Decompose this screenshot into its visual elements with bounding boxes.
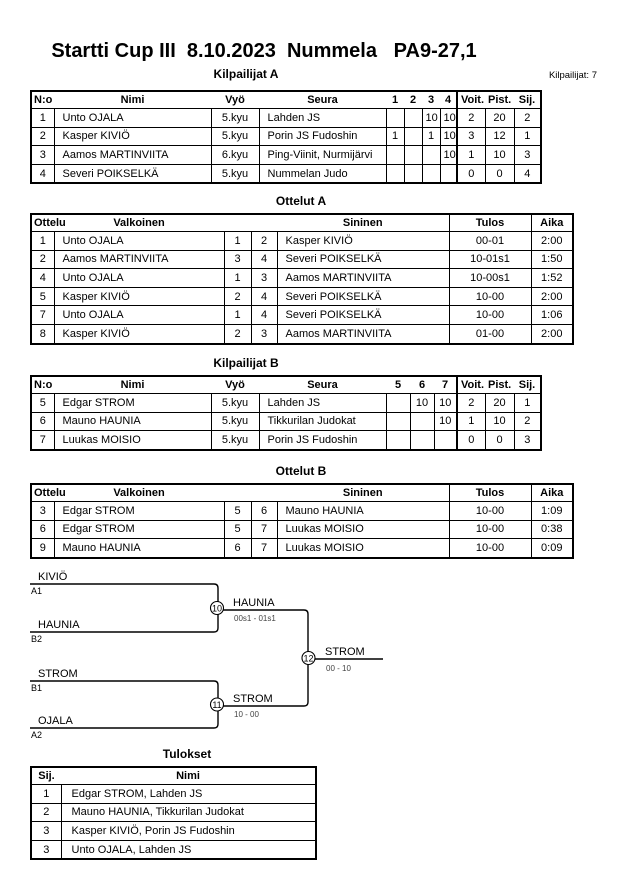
- cell-blue-name: Aamos MARTINVIITA: [277, 324, 449, 343]
- cell-points: 0: [485, 431, 514, 450]
- cell-match-number: 4: [31, 269, 54, 288]
- cell-number: 1: [31, 109, 54, 128]
- matches-a-table: [30, 213, 574, 345]
- table-header-row: [31, 767, 316, 785]
- cell-blue-name: Severi POIKSELKÄ: [277, 250, 449, 269]
- cell-round-score: 10: [434, 394, 457, 413]
- header-blue-no: [251, 484, 277, 502]
- cell-blue-number: 6: [251, 502, 277, 521]
- cell-blue-name: Severi POIKSELKÄ: [277, 306, 449, 325]
- cell-blue-number: 3: [251, 324, 277, 343]
- cell-round-score: [422, 164, 440, 183]
- cell-points: 0: [485, 164, 514, 183]
- cell-name: Mauno HAUNIA: [54, 412, 211, 431]
- header-name: Nimi: [54, 376, 211, 394]
- cell-white-name: Unto OJALA: [54, 269, 224, 288]
- cell-belt: 6.kyu: [211, 146, 259, 165]
- cell-white-number: 5: [224, 502, 251, 521]
- cell-round-score: 10: [440, 109, 457, 128]
- cell-white-name: Mauno HAUNIA: [54, 539, 224, 558]
- cell-blue-number: 3: [251, 269, 277, 288]
- cell-blue-number: 4: [251, 250, 277, 269]
- cell-white-name: Aamos MARTINVIITA: [54, 250, 224, 269]
- cell-belt: 5.kyu: [211, 109, 259, 128]
- cell-place: 2: [514, 109, 541, 128]
- header-points: Pist.: [485, 376, 514, 394]
- matches-b-table: [30, 483, 574, 559]
- table-header-row: [31, 91, 541, 109]
- cell-round-score: [434, 431, 457, 450]
- table-row: [31, 822, 316, 841]
- cell-result: 10-00: [449, 502, 531, 521]
- cell-place: 4: [514, 164, 541, 183]
- cell-club: Tikkurilan Judokat: [259, 412, 386, 431]
- cell-round-score: 1: [422, 127, 440, 146]
- bracket-entry-name: HAUNIA: [38, 619, 80, 631]
- cell-points: 10: [485, 146, 514, 165]
- cell-name: Aamos MARTINVIITA: [54, 146, 211, 165]
- bracket-match-score: 00 - 10: [326, 664, 351, 673]
- cell-round-score: 1: [386, 127, 404, 146]
- cell-points: 20: [485, 109, 514, 128]
- bracket-winner-name: STROM: [325, 646, 365, 658]
- cell-belt: 5.kyu: [211, 127, 259, 146]
- pool-a-table: [30, 90, 542, 184]
- header-no: N:o: [31, 376, 54, 394]
- cell-white-name: Unto OJALA: [54, 232, 224, 251]
- bracket-match-number: 11: [212, 700, 222, 710]
- cell-wins: 2: [457, 394, 485, 413]
- header-place: Sij.: [31, 767, 61, 785]
- header-round: 5: [386, 376, 410, 394]
- cell-time: 0:38: [531, 520, 573, 539]
- cell-number: 3: [31, 146, 54, 165]
- cell-match-number: 2: [31, 250, 54, 269]
- header-white-no: [224, 214, 251, 232]
- cell-match-number: 5: [31, 287, 54, 306]
- cell-round-score: 10: [440, 146, 457, 165]
- table-row: [31, 803, 316, 822]
- cell-number: 2: [31, 127, 54, 146]
- cell-match-number: 1: [31, 232, 54, 251]
- cell-result: 10-00: [449, 306, 531, 325]
- cell-club: Lahden JS: [259, 109, 386, 128]
- cell-round-score: [422, 146, 440, 165]
- cell-match-number: 6: [31, 520, 54, 539]
- cell-white-name: Edgar STROM: [54, 520, 224, 539]
- cell-blue-number: 4: [251, 306, 277, 325]
- cell-round-score: [386, 412, 410, 431]
- cell-match-number: 9: [31, 539, 54, 558]
- cell-result: 10-00: [449, 539, 531, 558]
- matches-a-title: Ottelut A: [275, 194, 327, 208]
- table-row: [31, 324, 573, 343]
- table-header-row: [31, 376, 541, 394]
- table-header-row: [31, 214, 573, 232]
- cell-white-number: 1: [224, 269, 251, 288]
- bracket-match-number: 10: [211, 603, 223, 614]
- cell-name: Mauno HAUNIA, Tikkurilan Judokat: [61, 803, 316, 822]
- bracket-line-final: [217, 610, 308, 706]
- cell-result: 10-01s1: [449, 250, 531, 269]
- pool-b-table: [30, 375, 542, 451]
- cell-place: 2: [514, 412, 541, 431]
- cell-blue-number: 7: [251, 539, 277, 558]
- cell-white-name: Kasper KIVIÖ: [54, 324, 224, 343]
- table-header-row: [31, 484, 573, 502]
- table-row: [31, 127, 541, 146]
- cell-time: 2:00: [531, 287, 573, 306]
- matches-b-title: Ottelut B: [275, 464, 327, 478]
- table-row: [31, 232, 573, 251]
- header-round: 2: [404, 91, 422, 109]
- cell-blue-name: Luukas MOISIO: [277, 539, 449, 558]
- cell-round-score: 10: [422, 109, 440, 128]
- cell-number: 6: [31, 412, 54, 431]
- cell-name: Luukas MOISIO: [54, 431, 211, 450]
- bracket-match-score: 10 - 00: [234, 710, 259, 719]
- cell-points: 10: [485, 412, 514, 431]
- cell-time: 1:50: [531, 250, 573, 269]
- header-place: Sij.: [514, 376, 541, 394]
- cell-name: Unto OJALA: [54, 109, 211, 128]
- header-wins: Voit.: [457, 91, 485, 109]
- table-row: [31, 306, 573, 325]
- table-row: [31, 146, 541, 165]
- header-round: 3: [422, 91, 440, 109]
- cell-place: 3: [514, 431, 541, 450]
- table-row: [31, 840, 316, 859]
- cell-time: 2:00: [531, 232, 573, 251]
- header-name: Nimi: [54, 91, 211, 109]
- table-row: [31, 394, 541, 413]
- cell-name: Kasper KIVIÖ, Porin JS Fudoshin: [61, 822, 316, 841]
- cell-white-number: 1: [224, 232, 251, 251]
- header-name: Nimi: [61, 767, 316, 785]
- cell-round-score: [386, 431, 410, 450]
- header-white-no: [224, 484, 251, 502]
- header-place: Sij.: [514, 91, 541, 109]
- cell-white-name: Unto OJALA: [54, 306, 224, 325]
- cell-wins: 0: [457, 164, 485, 183]
- header-points: Pist.: [485, 91, 514, 109]
- cell-place: 3: [31, 822, 61, 841]
- cell-club: Nummelan Judo: [259, 164, 386, 183]
- cell-blue-number: 2: [251, 232, 277, 251]
- cell-round-score: 10: [434, 412, 457, 431]
- header-time: Aika: [531, 214, 573, 232]
- table-row: [31, 287, 573, 306]
- cell-round-score: 10: [410, 394, 434, 413]
- cell-name: Unto OJALA, Lahden JS: [61, 840, 316, 859]
- cell-belt: 5.kyu: [211, 431, 259, 450]
- cell-blue-name: Kasper KIVIÖ: [277, 232, 449, 251]
- table-row: [31, 109, 541, 128]
- cell-round-score: 10: [440, 127, 457, 146]
- cell-place: 3: [514, 146, 541, 165]
- cell-white-number: 3: [224, 250, 251, 269]
- bracket-winner-name: STROM: [233, 693, 273, 705]
- table-row: [31, 785, 316, 804]
- cell-points: 20: [485, 394, 514, 413]
- pool-b-title: Kilpailijat B: [213, 356, 279, 370]
- cell-place: 1: [31, 785, 61, 804]
- header-blue-no: [251, 214, 277, 232]
- cell-blue-name: Severi POIKSELKÄ: [277, 287, 449, 306]
- results-table: [30, 766, 317, 860]
- cell-name: Edgar STROM, Lahden JS: [61, 785, 316, 804]
- cell-white-number: 2: [224, 324, 251, 343]
- bracket-entry-name: KIVIÖ: [38, 571, 68, 583]
- cell-club: Lahden JS: [259, 394, 386, 413]
- cell-time: 2:00: [531, 324, 573, 343]
- header-white: Valkoinen: [54, 484, 224, 502]
- bracket-entry-seed: A1: [31, 586, 43, 596]
- cell-blue-name: Aamos MARTINVIITA: [277, 269, 449, 288]
- cell-place: 1: [514, 127, 541, 146]
- header-time: Aika: [531, 484, 573, 502]
- cell-wins: 0: [457, 431, 485, 450]
- cell-time: 1:09: [531, 502, 573, 521]
- pool-a-title: Kilpailijat A: [213, 67, 279, 81]
- cell-match-number: 3: [31, 502, 54, 521]
- cell-round-score: [386, 394, 410, 413]
- header-round: 7: [434, 376, 457, 394]
- cell-belt: 5.kyu: [211, 164, 259, 183]
- cell-place: 1: [514, 394, 541, 413]
- cell-club: Porin JS Fudoshin: [259, 431, 386, 450]
- cell-round-score: [404, 109, 422, 128]
- table-row: [31, 164, 541, 183]
- cell-white-name: Kasper KIVIÖ: [54, 287, 224, 306]
- cell-round-score: [440, 164, 457, 183]
- cell-round-score: [404, 164, 422, 183]
- bracket-match-number: 12: [303, 653, 314, 664]
- bracket-entry-seed: A2: [31, 730, 43, 740]
- header-club: Seura: [259, 91, 386, 109]
- header-blue: Sininen: [277, 214, 449, 232]
- cell-result: 00-01: [449, 232, 531, 251]
- bracket-entry-seed: B2: [31, 634, 43, 644]
- cell-round-score: [386, 146, 404, 165]
- cell-match-number: 7: [31, 306, 54, 325]
- cell-white-number: 1: [224, 306, 251, 325]
- cell-wins: 2: [457, 109, 485, 128]
- bracket-winner-name: HAUNIA: [233, 597, 275, 609]
- cell-result: 10-00s1: [449, 269, 531, 288]
- header-result: Tulos: [449, 484, 531, 502]
- cell-round-score: [404, 146, 422, 165]
- bracket-entry-name: OJALA: [38, 715, 73, 727]
- bracket-match-score: 00s1 - 01s1: [234, 614, 276, 623]
- table-row: [31, 431, 541, 450]
- cell-points: 12: [485, 127, 514, 146]
- cell-belt: 5.kyu: [211, 394, 259, 413]
- elimination-bracket: [25, 563, 400, 748]
- cell-time: 1:06: [531, 306, 573, 325]
- cell-round-score: [410, 431, 434, 450]
- cell-time: 0:09: [531, 539, 573, 558]
- bracket-entry-seed: B1: [31, 683, 43, 693]
- header-belt: Vyö: [211, 91, 259, 109]
- cell-white-name: Edgar STROM: [54, 502, 224, 521]
- cell-white-number: 5: [224, 520, 251, 539]
- header-blue: Sininen: [277, 484, 449, 502]
- cell-white-number: 2: [224, 287, 251, 306]
- cell-round-score: [386, 164, 404, 183]
- header-club: Seura: [259, 376, 386, 394]
- table-row: [31, 539, 573, 558]
- cell-wins: 1: [457, 146, 485, 165]
- cell-name: Kasper KIVIÖ: [54, 127, 211, 146]
- cell-number: 5: [31, 394, 54, 413]
- header-match: Ottelu: [31, 214, 54, 232]
- cell-blue-number: 7: [251, 520, 277, 539]
- cell-blue-name: Mauno HAUNIA: [277, 502, 449, 521]
- cell-club: Porin JS Fudoshin: [259, 127, 386, 146]
- cell-round-score: [410, 412, 434, 431]
- cell-name: Severi POIKSELKÄ: [54, 164, 211, 183]
- header-wins: Voit.: [457, 376, 485, 394]
- cell-result: 10-00: [449, 520, 531, 539]
- table-row: [31, 502, 573, 521]
- cell-number: 7: [31, 431, 54, 450]
- cell-name: Edgar STROM: [54, 394, 211, 413]
- table-row: [31, 412, 541, 431]
- cell-place: 2: [31, 803, 61, 822]
- cell-wins: 1: [457, 412, 485, 431]
- cell-place: 3: [31, 840, 61, 859]
- cell-match-number: 8: [31, 324, 54, 343]
- competitors-count: Kilpailijat: 7: [548, 70, 597, 81]
- header-result: Tulos: [449, 214, 531, 232]
- cell-round-score: [404, 127, 422, 146]
- header-white: Valkoinen: [54, 214, 224, 232]
- cell-time: 1:52: [531, 269, 573, 288]
- table-row: [31, 520, 573, 539]
- cell-wins: 3: [457, 127, 485, 146]
- results-title: Tulokset: [162, 747, 212, 761]
- header-round: 6: [410, 376, 434, 394]
- bracket-entry-name: STROM: [38, 668, 78, 680]
- cell-white-number: 6: [224, 539, 251, 558]
- cell-result: 01-00: [449, 324, 531, 343]
- table-row: [31, 250, 573, 269]
- table-row: [31, 269, 573, 288]
- cell-round-score: [386, 109, 404, 128]
- cell-belt: 5.kyu: [211, 412, 259, 431]
- header-round: 4: [440, 91, 457, 109]
- cell-number: 4: [31, 164, 54, 183]
- page-title: Startti Cup III 8.10.2023 Nummela PA9-27,1: [51, 40, 477, 62]
- header-round: 1: [386, 91, 404, 109]
- cell-club: Ping-Viinit, Nurmijärvi: [259, 146, 386, 165]
- cell-blue-number: 4: [251, 287, 277, 306]
- cell-result: 10-00: [449, 287, 531, 306]
- header-belt: Vyö: [211, 376, 259, 394]
- header-no: N:o: [31, 91, 54, 109]
- header-match: Ottelu: [31, 484, 54, 502]
- cell-blue-name: Luukas MOISIO: [277, 520, 449, 539]
